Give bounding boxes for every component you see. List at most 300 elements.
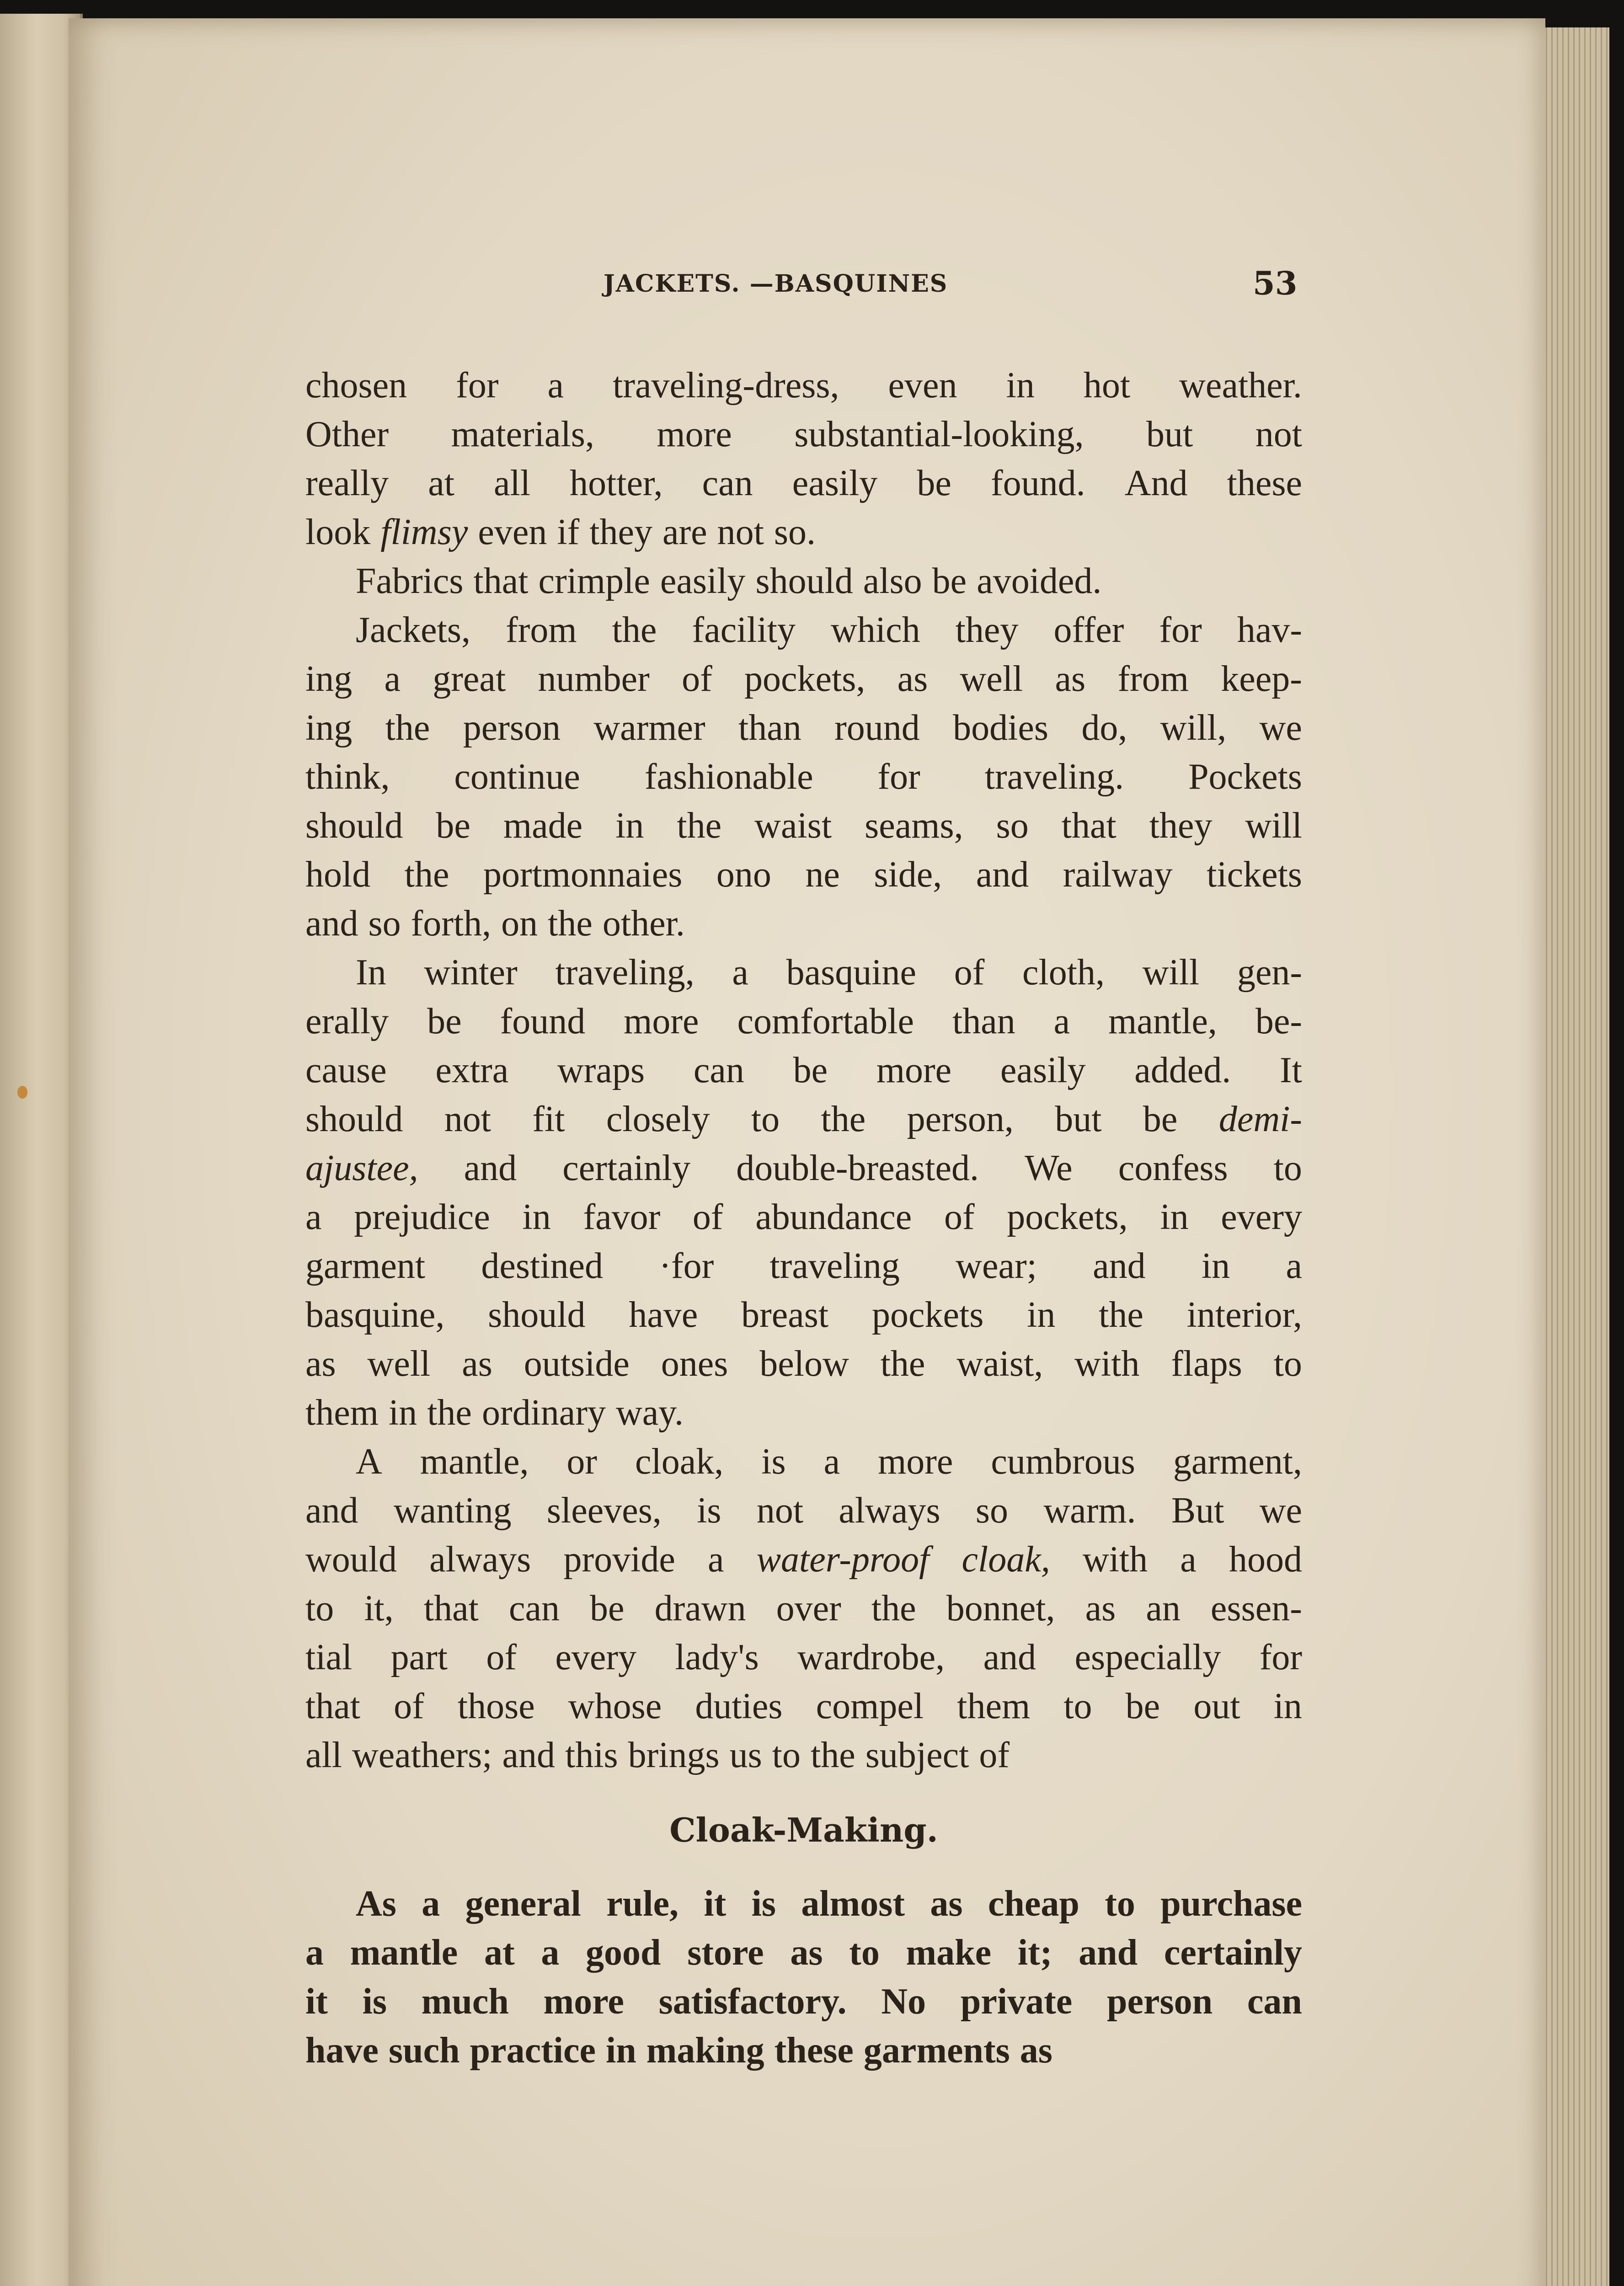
- text-line: [305, 1928, 1302, 1977]
- running-head: JACKETS. —BASQUINES: [604, 270, 948, 298]
- word: is: [751, 1884, 776, 1924]
- word: easily: [660, 561, 746, 601]
- word: duties: [695, 1686, 783, 1726]
- word: garments: [863, 2030, 1010, 2071]
- word: outside: [524, 1344, 630, 1384]
- word: We: [1025, 1148, 1073, 1188]
- word: which: [831, 610, 920, 650]
- word: really: [305, 463, 389, 503]
- word: if: [557, 512, 580, 552]
- word: flimsy: [380, 512, 468, 552]
- word: can: [508, 1588, 560, 1629]
- text-line: [305, 899, 1302, 948]
- word: as: [897, 659, 928, 699]
- word: and: [464, 1148, 517, 1188]
- word: ne: [805, 855, 840, 895]
- word: the: [385, 708, 430, 748]
- word: subject: [865, 1735, 969, 1775]
- word: of: [394, 1686, 424, 1726]
- word: would: [305, 1539, 397, 1580]
- word: than: [738, 708, 801, 748]
- word: made: [503, 806, 583, 846]
- word: for: [1259, 1637, 1302, 1677]
- word: confess: [1118, 1148, 1228, 1188]
- closing-paragraph: [305, 1880, 1302, 2075]
- word: railway: [1063, 855, 1173, 895]
- word: are: [662, 512, 707, 552]
- word: will: [1142, 952, 1200, 993]
- word: traveling.: [984, 757, 1124, 797]
- word: wardrobe,: [797, 1637, 945, 1677]
- text-line: [305, 1682, 1302, 1731]
- word: below: [759, 1344, 849, 1384]
- word: will: [1245, 806, 1302, 846]
- word: this: [565, 1735, 618, 1775]
- word: the: [677, 806, 722, 846]
- word: ing: [305, 708, 353, 748]
- word: the: [871, 1588, 916, 1629]
- word: be: [1143, 1099, 1178, 1139]
- word: as: [1055, 659, 1086, 699]
- word: continue: [454, 757, 580, 797]
- word: it: [704, 1884, 727, 1924]
- text-line: [305, 1242, 1302, 1291]
- word: all: [494, 463, 530, 503]
- word: from: [1117, 659, 1189, 699]
- text-line: [305, 1633, 1302, 1682]
- word: in: [1160, 1197, 1189, 1237]
- word: substantial-looking,: [794, 414, 1084, 454]
- word: private: [960, 1982, 1073, 2022]
- word: breast: [741, 1295, 829, 1335]
- text-line: [305, 753, 1302, 801]
- word: waist: [754, 806, 832, 846]
- text-line: [305, 1437, 1302, 1486]
- text-line: [305, 1731, 1302, 1780]
- word: mantle,: [1108, 1001, 1217, 1042]
- word: can: [1247, 1982, 1302, 2022]
- text-line: [305, 801, 1302, 850]
- word: a: [1286, 1246, 1302, 1286]
- word: always: [429, 1539, 531, 1580]
- word: such: [389, 2030, 460, 2071]
- paper-stain: [17, 1086, 27, 1099]
- word: interior,: [1186, 1295, 1302, 1335]
- word: we: [1259, 1490, 1302, 1531]
- word: or: [566, 1442, 598, 1482]
- word: so: [368, 903, 401, 944]
- word: a: [422, 1884, 440, 1924]
- word: good: [586, 1933, 661, 1973]
- word: the: [821, 1099, 866, 1139]
- word: satisfactory.: [658, 1982, 847, 2022]
- text-line: [305, 1486, 1302, 1535]
- word: No: [881, 1982, 926, 2022]
- word: forth,: [411, 903, 491, 944]
- word: ing: [305, 659, 353, 699]
- word: erally: [305, 1001, 389, 1042]
- word: that: [1061, 806, 1116, 846]
- word: Fabrics: [356, 561, 464, 601]
- text-line: [305, 557, 1302, 606]
- word: closely: [606, 1099, 710, 1139]
- word: chosen: [305, 365, 407, 406]
- word: so: [996, 806, 1029, 846]
- word: over: [776, 1588, 841, 1629]
- word: those: [457, 1686, 535, 1726]
- word: prejudice: [354, 1197, 490, 1237]
- word: round: [834, 708, 920, 748]
- word: be-: [1255, 1001, 1302, 1042]
- word: destined: [481, 1246, 604, 1286]
- word: even: [888, 365, 957, 406]
- text-line: [305, 948, 1302, 997]
- word: compel: [816, 1686, 924, 1726]
- word: not: [444, 1099, 491, 1139]
- word: ajustee,: [305, 1148, 418, 1188]
- word: not: [756, 1490, 804, 1531]
- word: materials,: [451, 414, 594, 454]
- word: think,: [305, 757, 390, 797]
- word: rule,: [606, 1884, 679, 1924]
- word: whose: [568, 1686, 662, 1726]
- word: should: [488, 1295, 586, 1335]
- word: a: [547, 365, 564, 406]
- word: making: [646, 2030, 764, 2071]
- word: be: [436, 806, 470, 846]
- word: of: [692, 1197, 723, 1237]
- word: can: [693, 1050, 744, 1090]
- word: in: [606, 2030, 636, 2071]
- word: more: [876, 1050, 952, 1090]
- paragraph: [305, 606, 1302, 948]
- page-number: 53: [1253, 264, 1298, 302]
- word: that: [473, 561, 529, 601]
- word: for: [1159, 610, 1202, 650]
- text-line: [305, 459, 1302, 508]
- paragraph-group: [305, 361, 1302, 1780]
- word: sleeves,: [546, 1490, 662, 1531]
- word: comfortable: [737, 1001, 914, 1042]
- word: as: [790, 1933, 823, 1973]
- word: water-proof: [756, 1539, 930, 1580]
- word: Other: [305, 414, 389, 454]
- word: well: [367, 1344, 431, 1384]
- word: be: [793, 1050, 828, 1090]
- word: bonnet,: [946, 1588, 1055, 1629]
- word: also: [863, 561, 922, 601]
- word: the: [880, 1344, 925, 1384]
- word: ones: [661, 1344, 728, 1384]
- word: with: [1082, 1539, 1148, 1580]
- word: garment: [305, 1246, 426, 1286]
- word: part: [390, 1637, 448, 1677]
- word: the: [612, 610, 657, 650]
- word: wraps: [557, 1050, 645, 1090]
- word: tial: [305, 1637, 353, 1677]
- word: of: [486, 1637, 517, 1677]
- word: them: [957, 1686, 1031, 1726]
- text-line: [305, 1340, 1302, 1389]
- word: out: [1193, 1686, 1240, 1726]
- word: a: [708, 1539, 724, 1580]
- word: much: [421, 1982, 509, 2022]
- word: it;: [1017, 1933, 1052, 1973]
- word: In: [356, 952, 386, 993]
- word: wear;: [956, 1246, 1037, 1286]
- word: in: [1006, 365, 1035, 406]
- word: Pockets: [1188, 757, 1302, 797]
- word: essen-: [1210, 1588, 1302, 1629]
- word: have: [305, 2030, 379, 2071]
- word: person,: [907, 1099, 1014, 1139]
- word: cumbrous: [991, 1442, 1135, 1482]
- word: mantle: [350, 1933, 458, 1973]
- word: than: [952, 1001, 1015, 1042]
- word: mantle,: [420, 1442, 529, 1482]
- word: way.: [615, 1393, 684, 1433]
- word: a: [823, 1442, 840, 1482]
- word: hotter,: [570, 463, 663, 503]
- word: certainly: [1164, 1933, 1302, 1973]
- text-line: [305, 1193, 1302, 1242]
- word: weather.: [1179, 365, 1302, 406]
- word: hot: [1083, 365, 1131, 406]
- word: But: [1171, 1490, 1224, 1531]
- section-heading: Cloak-Making.: [669, 1811, 938, 1849]
- word: on: [501, 903, 538, 944]
- word: abundance: [755, 1197, 912, 1237]
- text-line: [305, 1535, 1302, 1584]
- word: to: [1063, 1686, 1092, 1726]
- text-line: [305, 410, 1302, 459]
- word: the: [404, 855, 449, 895]
- word: these: [774, 2030, 854, 2071]
- word: purchase: [1160, 1884, 1302, 1924]
- word: for: [877, 757, 920, 797]
- word: a: [305, 1197, 322, 1237]
- word: general: [465, 1884, 581, 1924]
- word: cloak,: [635, 1442, 724, 1482]
- word: to: [751, 1099, 780, 1139]
- word: in: [522, 1197, 551, 1237]
- word: a: [384, 659, 401, 699]
- word: pockets,: [744, 659, 865, 699]
- word: brings: [628, 1735, 720, 1775]
- word: every: [555, 1637, 637, 1677]
- word: of: [954, 952, 985, 993]
- word: ono: [716, 855, 771, 895]
- word: will,: [1160, 708, 1227, 748]
- word: fit: [532, 1099, 565, 1139]
- text-line: [305, 1977, 1302, 2026]
- word: in: [1201, 1246, 1230, 1286]
- word: Jackets,: [356, 610, 471, 650]
- word: we: [1259, 708, 1302, 748]
- word: double-breasted.: [736, 1148, 979, 1188]
- text-line: [305, 361, 1302, 410]
- word: to: [849, 1933, 880, 1973]
- word: in: [1273, 1686, 1302, 1726]
- word: hood: [1229, 1539, 1302, 1580]
- word: easily: [1000, 1050, 1086, 1090]
- word: all: [305, 1735, 342, 1775]
- text-line: [305, 704, 1302, 753]
- word: pockets: [871, 1295, 984, 1335]
- word: and: [305, 903, 358, 944]
- word: certainly: [562, 1148, 691, 1188]
- word: the: [1099, 1295, 1143, 1335]
- word: in: [1027, 1295, 1056, 1335]
- word: As: [356, 1884, 396, 1924]
- word: great: [433, 659, 506, 699]
- word: be: [1125, 1686, 1160, 1726]
- word: so.: [774, 512, 816, 552]
- word: always: [839, 1490, 940, 1531]
- word: as: [1020, 2030, 1052, 2071]
- word: should: [755, 561, 853, 601]
- word: should: [305, 1099, 403, 1139]
- word: demi-: [1218, 1099, 1302, 1139]
- word: is: [761, 1442, 786, 1482]
- text-line: [305, 1144, 1302, 1193]
- word: and: [305, 1490, 358, 1531]
- word: be: [590, 1588, 625, 1629]
- word: for: [456, 365, 499, 406]
- paragraph: [305, 948, 1302, 1437]
- word: warm.: [1043, 1490, 1136, 1531]
- word: them: [305, 1393, 379, 1433]
- word: offer: [1053, 610, 1124, 650]
- word: cloak,: [962, 1539, 1050, 1580]
- text-line: [305, 1291, 1302, 1340]
- word: provide: [563, 1539, 675, 1580]
- word: the: [427, 1393, 472, 1433]
- word: warmer: [593, 708, 705, 748]
- word: added.: [1134, 1050, 1231, 1090]
- word: facility: [692, 610, 796, 650]
- word: make: [906, 1933, 992, 1973]
- word: and: [976, 855, 1029, 895]
- word: more: [657, 414, 732, 454]
- word: winter: [424, 952, 518, 993]
- word: an: [1146, 1588, 1181, 1629]
- word: us: [729, 1735, 762, 1775]
- word: hav-: [1237, 610, 1302, 650]
- word: person: [463, 708, 561, 748]
- word: have: [629, 1295, 698, 1335]
- word: a: [1180, 1539, 1197, 1580]
- word: avoided.: [977, 561, 1102, 601]
- word: ·for: [659, 1246, 714, 1286]
- word: keep-: [1221, 659, 1302, 699]
- word: as: [305, 1344, 336, 1384]
- word: garment,: [1173, 1442, 1302, 1482]
- word: to: [1273, 1148, 1302, 1188]
- word: A: [356, 1442, 382, 1482]
- word: pockets,: [1007, 1197, 1128, 1237]
- word: easily: [792, 463, 878, 503]
- word: in: [388, 1393, 417, 1433]
- word: bodies: [953, 708, 1049, 748]
- word: hold: [305, 855, 371, 895]
- word: a: [732, 952, 748, 993]
- word: more: [624, 1001, 699, 1042]
- word: can: [702, 463, 753, 503]
- text-line: [305, 655, 1302, 704]
- word: be: [932, 561, 967, 601]
- word: drawn: [654, 1588, 746, 1629]
- word: at: [484, 1933, 515, 1973]
- word: to: [772, 1735, 801, 1775]
- word: these: [1227, 463, 1302, 503]
- word: tickets: [1207, 855, 1302, 895]
- word: found: [500, 1001, 586, 1042]
- text-line: [305, 508, 1302, 557]
- word: but: [1146, 414, 1193, 454]
- word: with: [1074, 1344, 1140, 1384]
- word: do,: [1081, 708, 1127, 748]
- text-line: [305, 2026, 1302, 2075]
- text-line: [305, 1880, 1302, 1928]
- word: number: [538, 659, 650, 699]
- text-line: [305, 1095, 1302, 1144]
- text-line: [305, 606, 1302, 655]
- word: fashionable: [644, 757, 813, 797]
- word: to: [1273, 1344, 1302, 1384]
- word: of: [682, 659, 712, 699]
- word: is: [362, 1982, 387, 2022]
- word: be: [427, 1001, 462, 1042]
- word: should: [305, 806, 403, 846]
- word: found.: [991, 463, 1085, 503]
- word: they: [955, 610, 1019, 650]
- word: that: [305, 1686, 360, 1726]
- word: to: [1105, 1884, 1135, 1924]
- word: traveling-dress,: [613, 365, 839, 406]
- word: to: [305, 1588, 334, 1629]
- page-stack-edges: [1536, 27, 1609, 2286]
- word: that: [423, 1588, 479, 1629]
- word: flaps: [1171, 1344, 1242, 1384]
- text-line: [305, 1046, 1302, 1095]
- word: store: [687, 1933, 764, 1973]
- word: traveling,: [555, 952, 694, 993]
- word: it: [305, 1982, 328, 2022]
- paragraph: [305, 1437, 1302, 1780]
- word: wanting: [393, 1490, 512, 1531]
- word: almost: [801, 1884, 905, 1924]
- word: look: [305, 512, 371, 552]
- word: ordinary: [481, 1393, 606, 1433]
- word: a: [1053, 1001, 1070, 1042]
- word: more: [543, 1982, 624, 2022]
- word: waist,: [956, 1344, 1043, 1384]
- text-line: [305, 1584, 1302, 1633]
- word: so: [975, 1490, 1009, 1531]
- word: in: [615, 806, 644, 846]
- word: other.: [602, 903, 685, 944]
- word: they: [589, 512, 652, 552]
- word: but: [1055, 1099, 1102, 1139]
- word: basquine: [786, 952, 916, 993]
- text-line: [305, 1389, 1302, 1437]
- word: be: [917, 463, 951, 503]
- word: cheap: [988, 1884, 1079, 1924]
- word: as: [1085, 1588, 1116, 1629]
- word: from: [506, 610, 577, 650]
- body-text: [305, 361, 1302, 2075]
